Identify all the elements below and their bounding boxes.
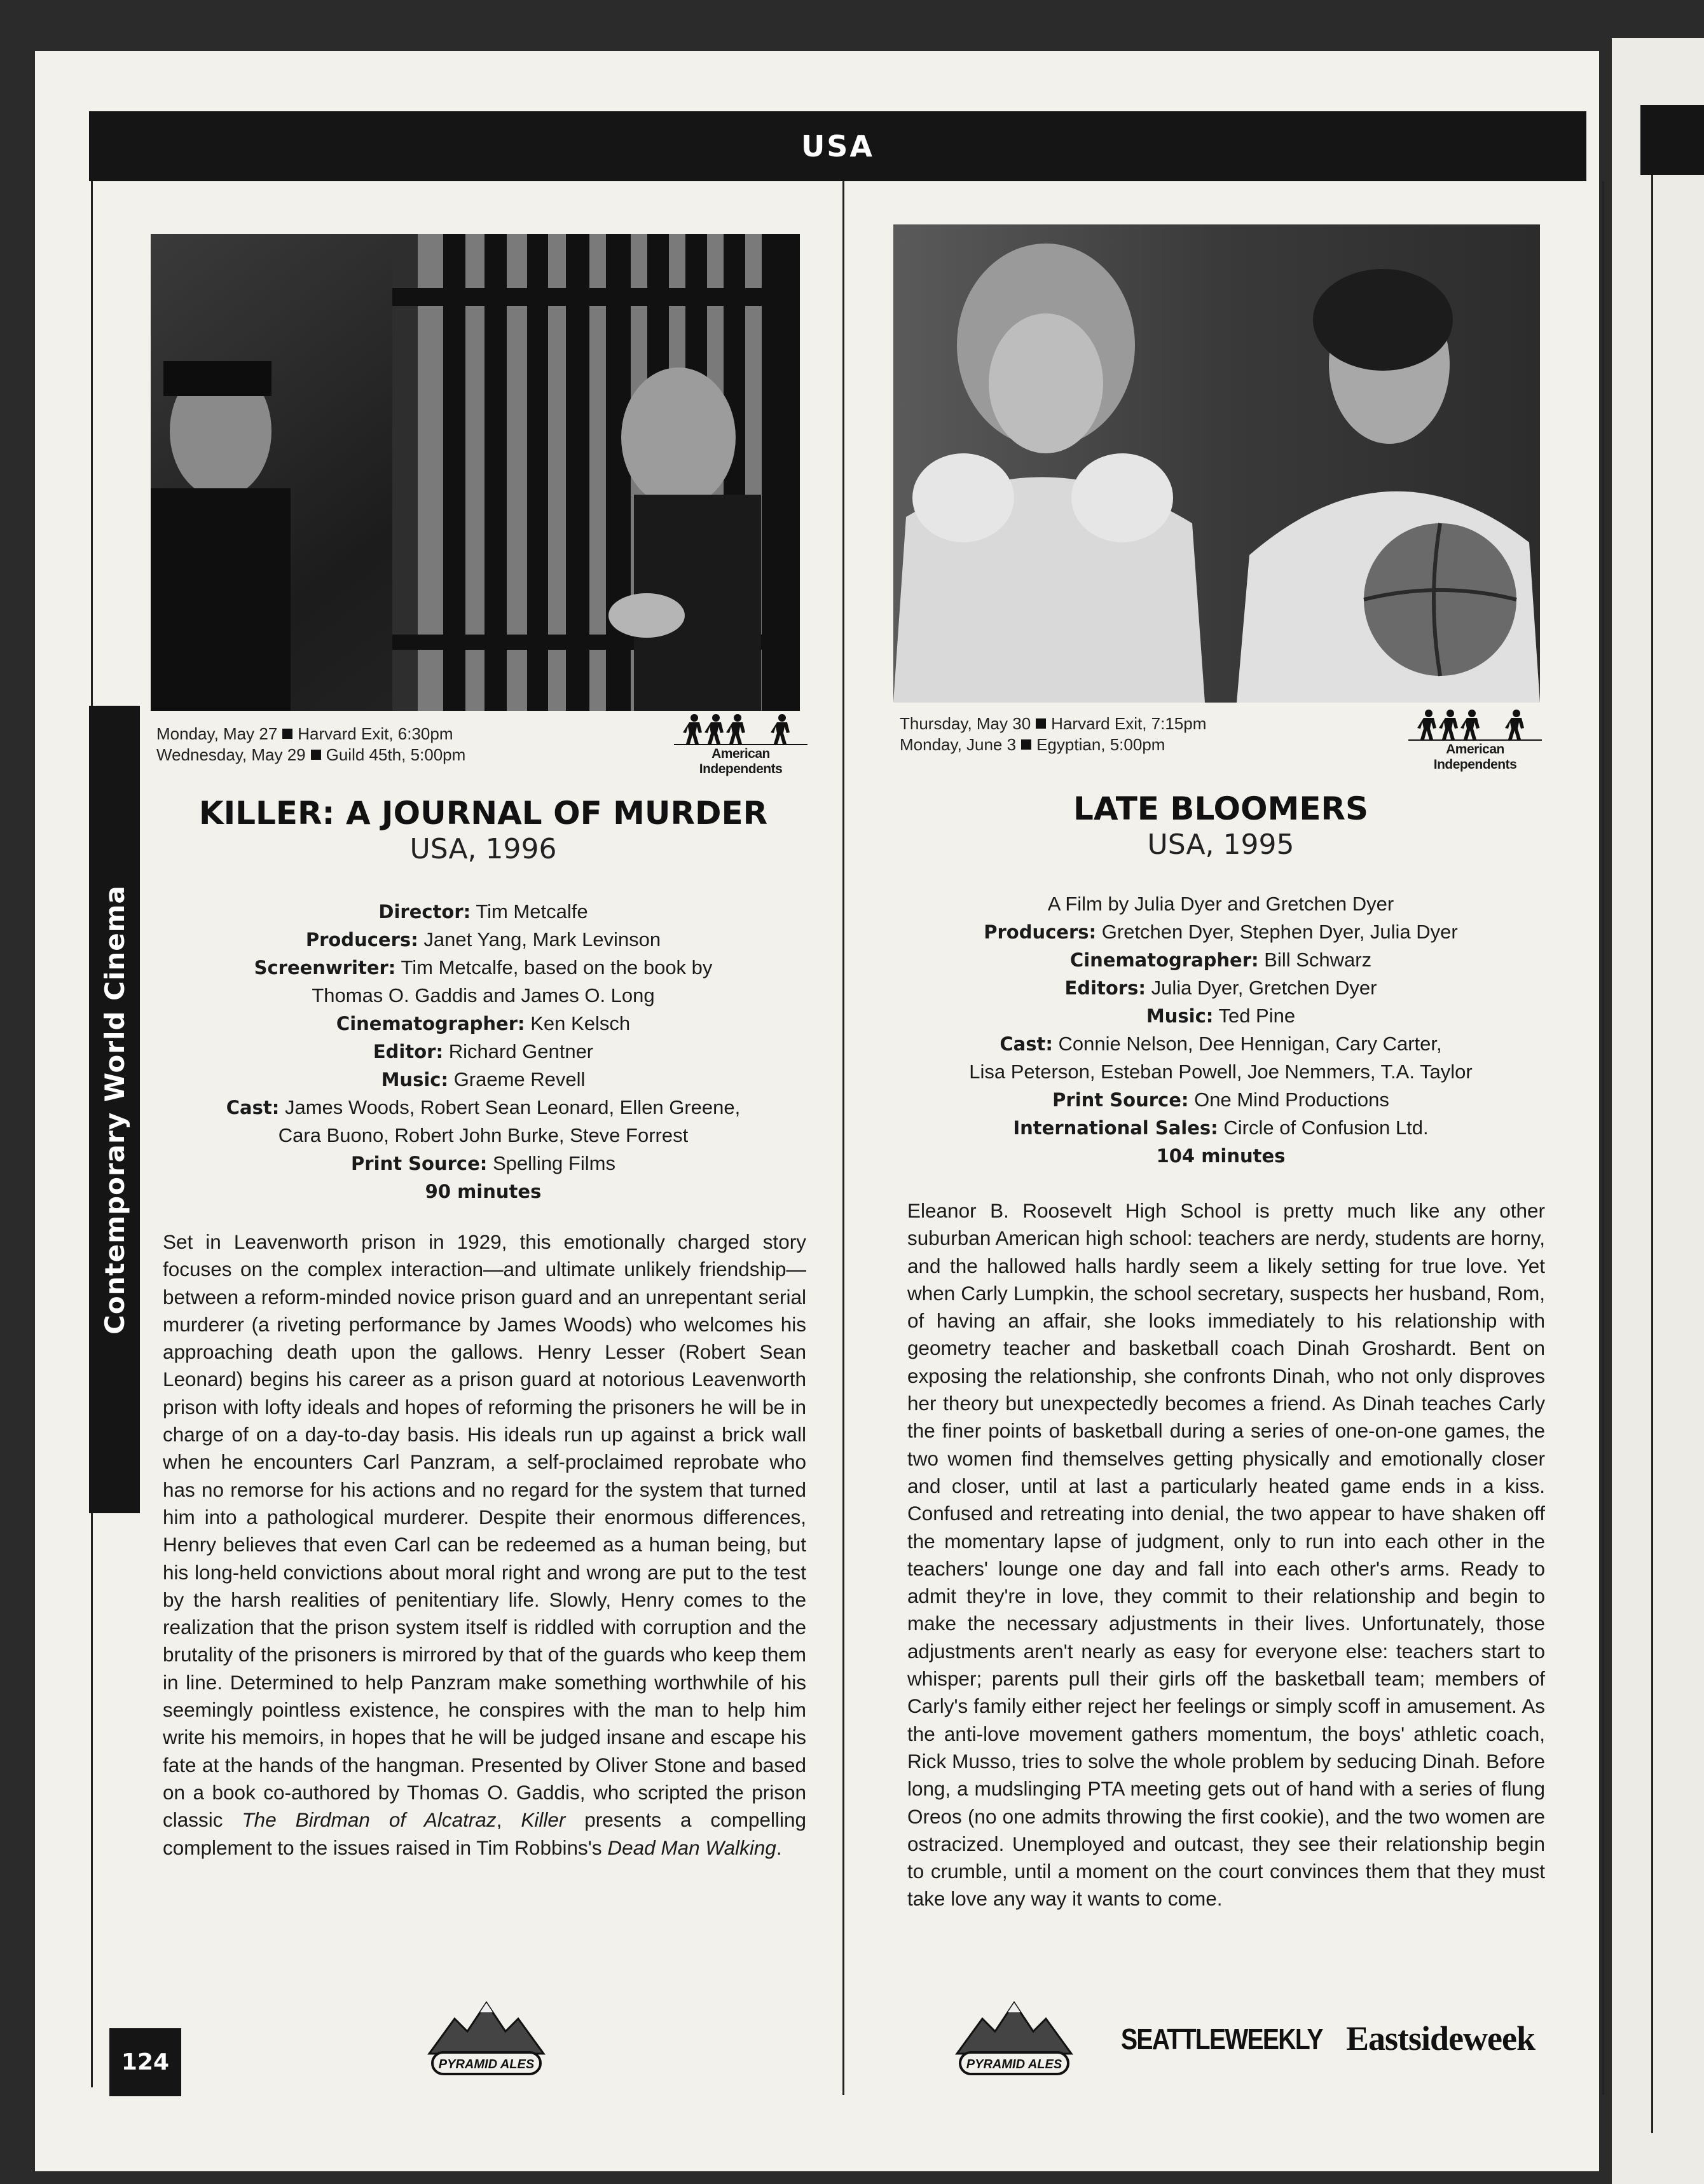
section-side-tab (89, 706, 140, 1513)
credit-cast-cont: Lisa Peterson, Esteban Powell, Joe Nemmers, T.A. Taylor (969, 1061, 1473, 1083)
film-title-late-bloomers: LATE BLOOMERS (1073, 790, 1368, 827)
credit-cast: Cast: Connie Nelson, Dee Hennigan, Cary Carter, (1000, 1033, 1442, 1055)
eastside-week-logo: Eastsideweek (1346, 2019, 1535, 2057)
credit-screenwriter: Screenwriter: Tim Metcalfe, based on the book by (254, 956, 713, 979)
credit-editor: Editor: Richard Gentner (373, 1040, 594, 1062)
screening-schedule-killer (156, 724, 601, 766)
bullet-square-icon (282, 729, 292, 739)
credit-cast-cont: Cara Buono, Robert John Burke, Steve Forrest (278, 1124, 689, 1146)
credit-print-source: Print Source: Spelling Films (351, 1152, 615, 1174)
credit-music: Music: Graeme Revell (381, 1068, 586, 1090)
american-independents-logo (1408, 709, 1542, 773)
section-title: USA (800, 129, 875, 163)
credit-director: Director: Tim Metcalfe (378, 900, 588, 923)
credit-byline: A Film by Julia Dyer and Gretchen Dyer (1047, 893, 1394, 915)
credits-late-bloomers (884, 890, 1558, 1170)
pyramid-ales-logo-left (423, 1996, 550, 2079)
synopsis-late-bloomers: Eleanor B. Roosevelt High School is pretty much like any other suburban American high school: teachers are nerdy, students are horny, and the hallowed halls hardly seem a likely setting for true love. Yet when Carly Lumpkin, the school secretary, suspects her husband, Rom, of having an affair, she looks immediately to his relationship with geometry teacher and basketball coach Dinah Groshardt. Bent on exposing the relationship, she confronts Dinah, who not only disproves her theory but unexpectedly becomes a friend. As Dinah teaches Carly the finer points of basketball during a series of one-on-one games, the two women find themselves getting physically and emotionally closer and closer, until at last a particularly heated game ends in a kiss. Confused and retreating into denial, the two appear to have shaken off the momentary lapse of judgment, only to run into each other in the teachers' lounge one day and fall into each other's arms. Ready to admit they're in love, they commit to their relationship and begin to make the necessary adjustments in their lives. Unfortunately, those adjustments aren't nearly as easy for everyone else: teachers start to whisper; parents pull their girls off the basketball team; members of Carly's family either reject her feelings or simply scoff in amusement. As the anti-love movement gathers momentum, the boys' athletic coach, Rick Musso, tries to solve the whole problem by seducing Dinah. Before long, a mudslinging PTA meeting gets out of hand with a series of flung Oreos (no one admits throwing the first cookie), and the two women are ostracized. Unemployed and outcast, they see their relationship begin to crumble, until a moment on the court convinces them that they must take love any way it wants to come. (907, 1199, 1545, 1911)
runtime: 104 minutes (1156, 1145, 1286, 1167)
credit-cast: Cast: James Woods, Robert Sean Leonard, Ellen Greene, (226, 1096, 741, 1118)
film-still-late-bloomers (893, 224, 1540, 703)
walking-figures-icon (1415, 709, 1536, 739)
screening-row: Monday, June 3 Egyptian, 5:00pm (900, 735, 1165, 754)
logo-label: American Independents (674, 744, 807, 777)
column-divider (842, 181, 844, 2095)
credit-international-sales: International Sales: Circle of Confusion Ltd. (1013, 1116, 1429, 1139)
film-country-year: USA, 1996 (409, 833, 557, 865)
film-country-year: USA, 1995 (1147, 828, 1295, 861)
credit-print-source: Print Source: One Mind Productions (1052, 1089, 1389, 1111)
credit-editors: Editors: Julia Dyer, Gretchen Dyer (1064, 977, 1377, 999)
next-page-edge (1612, 38, 1704, 2184)
synopsis-killer: Set in Leavenworth prison in 1929, this emotionally charged story focuses on the complex interaction—and ultimate unlikely friendship—between a reform-minded novice prison guard and an unrepentant serial murderer (a riveting performance by James Woods) who welcomes his approaching death upon the gallows. Henry Lesser (Robert Sean Leonard) begins his career as a prison guard at notorious Leavenworth prison with lofty ideals and hopes of reforming the prisoners he will be in charge of on a day-to-day basis. His ideals run up against a brick wall when he encounters Carl Panzram, a self-proclaimed reprobate who has no remorse for his actions and no regard for the system that turned him into a pathological murderer. Despite their enormous differences, Henry believes that even Carl can be redeemed as a human being, but his long-held convictions about moral right and wrong are put to the test by the harsh realities of penitentiary life. Slowly, Henry comes to the realization that the prison system itself is riddled with corruption and the brutality of the prisoners is mirrored by that of the guards who keep them in line. Determined to help Panzram make something worthwhile of his seemingly pointless existence, he conspires with the man to help him write his memoirs, in hopes that he will be judged insane and escape his fate at the hands of the hangman. Presented by Oliver Stone and based on a book co-authored by Thomas O. Gaddis, who scripted the prison classic The Birdman of Alcatraz, Killer presents a compelling complement to the issues raised in Tim Robbins's Dead Man Walking. (163, 1230, 806, 1859)
american-independents-logo (674, 713, 807, 777)
section-header (89, 111, 1586, 181)
runtime: 90 minutes (425, 1181, 542, 1202)
credit-music: Music: Ted Pine (1146, 1005, 1296, 1027)
screening-schedule-late-bloomers (900, 713, 1345, 755)
next-page-frame-line (1651, 175, 1653, 2133)
logo-label: American Independents (1408, 739, 1542, 773)
bullet-square-icon (1036, 718, 1046, 729)
credits-killer (153, 898, 814, 1205)
credit-producers: Producers: Janet Yang, Mark Levinson (305, 928, 661, 951)
credit-cinematographer: Cinematographer: Ken Kelsch (336, 1012, 631, 1034)
svg-text:PYRAMID ALES: PYRAMID ALES (438, 2057, 535, 2071)
walking-figures-icon (680, 713, 801, 744)
credit-producers: Producers: Gretchen Dyer, Stephen Dyer, Julia Dyer (984, 921, 1458, 943)
svg-text:PYRAMID ALES: PYRAMID ALES (966, 2057, 1062, 2071)
film-still-killer (151, 234, 800, 711)
credit-cinematographer: Cinematographer: Bill Schwarz (1069, 949, 1372, 971)
bullet-square-icon (311, 750, 321, 760)
frame-right-line (1602, 181, 1604, 2095)
film-title-killer: KILLER: A JOURNAL OF MURDER (198, 795, 768, 832)
page-number: 124 (109, 2028, 181, 2096)
next-page-header-band (1640, 105, 1704, 175)
credit-screenwriter-cont: Thomas O. Gaddis and James O. Long (312, 984, 655, 1006)
seattle-weekly-logo: SEATTLEWEEKLY (1121, 2023, 1323, 2056)
screening-row: Monday, May 27 Harvard Exit, 6:30pm (156, 724, 453, 743)
screening-row: Thursday, May 30 Harvard Exit, 7:15pm (900, 714, 1207, 733)
side-tab-label: Contemporary World Cinema (99, 884, 130, 1335)
pyramid-ales-logo-right (951, 1996, 1078, 2079)
screening-row: Wednesday, May 29 Guild 45th, 5:00pm (156, 745, 466, 764)
bullet-square-icon (1021, 739, 1031, 750)
